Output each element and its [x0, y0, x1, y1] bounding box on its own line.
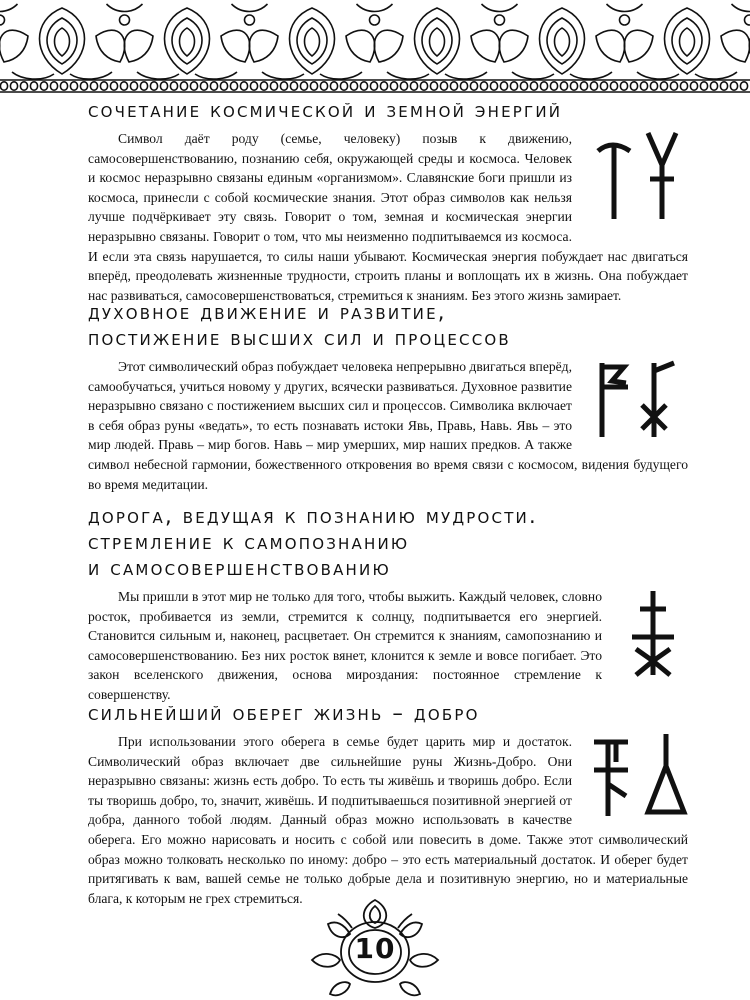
- section-title-line1: духовное движение и развитие,: [88, 300, 447, 324]
- section-title-line2: постижение высших сил и процессов: [88, 326, 511, 350]
- section-title: сочетание космической и земной энергий: [88, 98, 563, 122]
- rune-tyr-like-icon: [598, 145, 630, 219]
- top-ornament-border: [0, 0, 750, 96]
- section-body: При использовании этого оберега в семье будет царить мир и достаток. Символический образ включает две сильнейшие руны Жизнь-Добро. Они неразрывно связаны: жизнь есть добро. То есть ты живёшь и творишь добро. Если ты творишь добро, то, значит, живёшь. И подпитываешься позитивной энергией от добра, данного тобой людям. Данный образ можно использовать в качестве оберега. Его можно нарисовать и носить с собой или повесить в доме. Также этот символический образ можно толковать несколько по иному: добро – это есть материальный достаток. И оберег будет притягивать к вам, вашей семье не только добрые дела и позитивную энергию, но и материальные блага, к которым не грех стремиться.: [88, 734, 688, 906]
- rune-zhivete-icon: [594, 742, 628, 816]
- section-life-good-amulet: [88, 700, 688, 908]
- section-title-line2: стремление к самопознанию: [88, 530, 410, 554]
- section-body: Мы пришли в этот мир не только для того, чтобы выжить. Каждый человек, словно росток, пробивается из земли, стремится к солнцу, подпитывается его энергией. Становится сильным и, наконец, расцветает. Он стремится к знаниям, самопознанию и самосовершенствованию. Без них росток вянет, клонится к земле и вовсе погибает. Это закон вселенского движения, основа мироздания: постоянное стремление к совершенству.: [88, 589, 602, 702]
- rune-group-life-good: [588, 732, 688, 818]
- section-body: Этот символический образ побуждает человека непрерывно двигаться вперёд, самообучаться, учиться новому у других, всячески развиваться. Духовное развитие неразрывно связано с постижением высших сил и процессов. Символика включает в себя образ руны «ведать», то есть познавать истоки Явь, Правь, Навь. Явь – это мир людей. Правь – мир богов. Навь – мир умерших, мир наших предков. А также символ небесной гармонии, божественного откровения во время связи с космосом, видения будущего во время медитации.: [88, 359, 688, 492]
- section-title: сильнейший оберег жизнь – добро: [88, 701, 480, 725]
- rune-group-cosmic-earth: [588, 129, 688, 225]
- rune-dobro-icon: [648, 734, 684, 812]
- section-spiritual-movement: [88, 299, 688, 494]
- section-cosmic-earth-energy: [88, 97, 688, 305]
- section-title-line1: дорога, ведущая к познанию мудрости.: [88, 504, 538, 528]
- rune-tree-icon: [648, 133, 676, 219]
- section-path-to-wisdom: [88, 503, 688, 705]
- section-body: Символ даёт роду (семье, человеку) позыв к движению, самосовершенствованию, познанию себя, окружающей среды и космоса. Человек и космос неразрывно связаны единым «организмом». Славянские боги пришли из космоса, принесли с собой космические знания. Этот образ символов как нельзя лучше подчёркивает эту связь. Говорит о том, земная и космическая энергии неразрывно связаны. Говорит о том, что мы неизменно подпитываемся из космоса. И если эта связь нарушается, то силы наши убывают. Космическая энергия побуждает нас двигаться вперёд, преодолевать жизненные трудности, строить планы и воплощать их в жизнь. Она побуждает нас развиваться, самосовершенствоваться, стремиться к знаниям. Без этого жизнь замирает.: [88, 131, 688, 303]
- page-number: 10: [354, 932, 396, 965]
- rune-fork-icon: [642, 363, 674, 437]
- rune-sprout-icon: [632, 591, 674, 675]
- rune-group-sprout: [618, 587, 688, 679]
- section-title-line3: и самосовершенствованию: [88, 556, 391, 580]
- rune-vedat-icon: [602, 363, 628, 437]
- rune-group-spiritual: [588, 357, 688, 441]
